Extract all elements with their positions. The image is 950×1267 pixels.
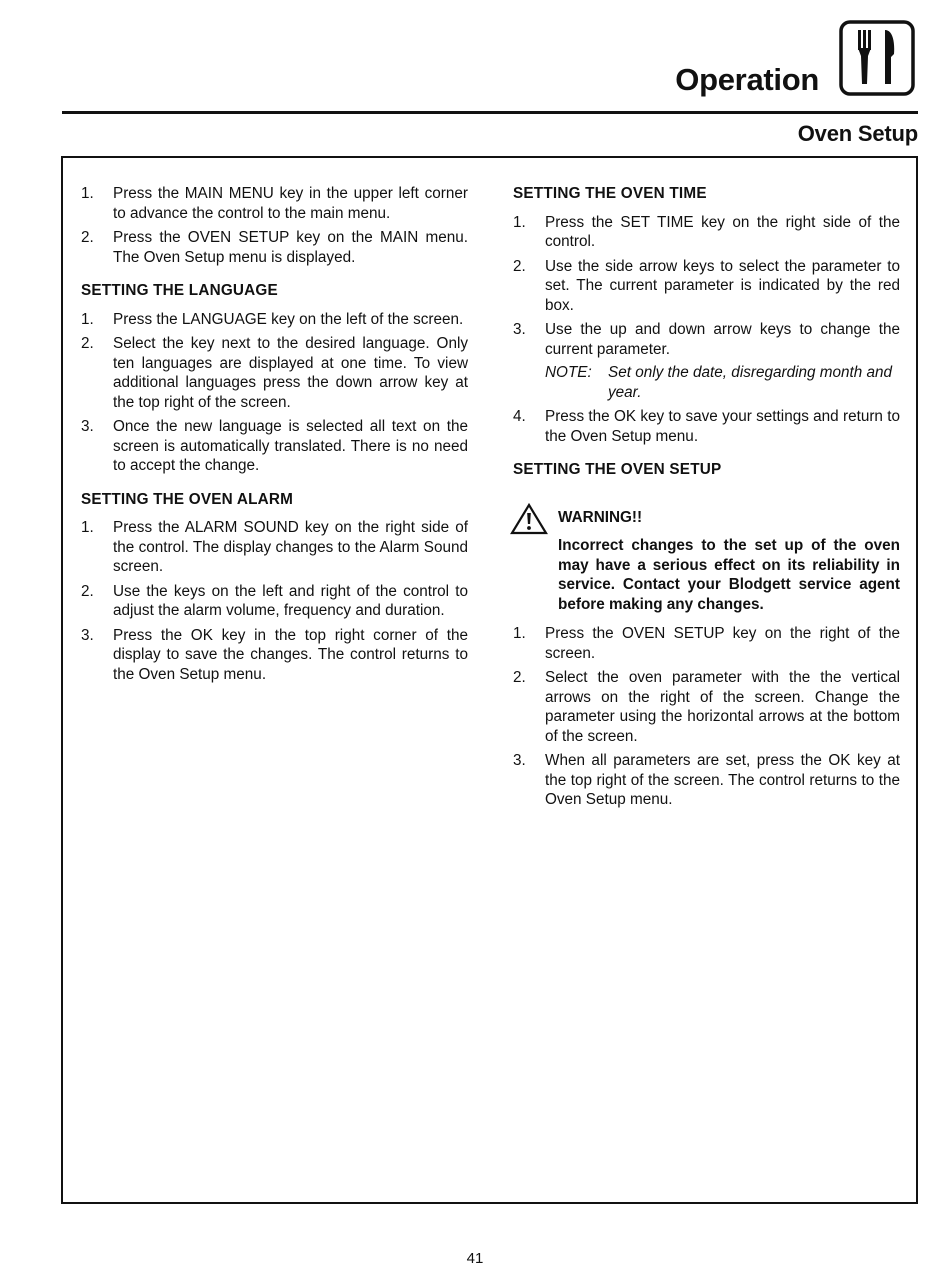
heading-setting-setup: SETTING THE OVEN SETUP	[513, 461, 722, 478]
warning-block	[513, 508, 900, 615]
language-list	[81, 310, 468, 476]
warning-triangle-icon	[510, 503, 548, 535]
heading-setting-time: SETTING THE OVEN TIME	[513, 185, 707, 202]
warning-text: Incorrect changes to the set up of the oven may have a serious effect on its reliability in service. Contact your Blodgett service agent before making any changes.	[558, 537, 900, 613]
list-item: 2. Use the side arrow keys to select the parameter to set. The current parameter is indicated by the red box.	[513, 257, 900, 314]
list-item: 2. Select the oven parameter with the the vertical arrows on the right of the screen. Change the parameter using the horizontal arrows at the bottom of the screen.	[513, 669, 900, 745]
list-item: 3. Press the OK key in the top right corner of the display to save the changes. The control returns to the Oven Setup menu.	[81, 626, 468, 683]
list-item: 3. When all parameters are set, press the OK key at the top right of the screen. The control returns to the Oven Setup menu.	[513, 752, 900, 808]
list-item: 1. Press the ALARM SOUND key on the right side of the control. The display changes to the Alarm Sound screen.	[81, 519, 468, 575]
right-column	[513, 184, 900, 815]
list-item: 2. Press the OVEN SETUP key on the MAIN menu. The Oven Setup menu is displayed.	[81, 229, 468, 266]
list-item: 3. Use the up and down arrow keys to change the current parameter.	[513, 321, 900, 358]
left-column	[81, 184, 468, 689]
alarm-list	[81, 518, 468, 684]
warning-title: WARNING!!	[558, 508, 643, 526]
page-header-title: Operation	[675, 62, 819, 97]
list-item: 3. Once the new language is selected all text on the screen is automatically translated. There is no need to accept the change.	[81, 418, 468, 474]
time-list	[513, 213, 900, 447]
list-item: 2. Use the keys on the left and right of the control to adjust the alarm volume, frequency and duration.	[81, 582, 468, 619]
intro-list	[81, 184, 468, 267]
fork-knife-icon	[839, 20, 915, 96]
section-title: Oven Setup	[797, 121, 918, 146]
heading-setting-alarm: SETTING THE OVEN ALARM	[81, 490, 294, 508]
header-rule	[62, 111, 918, 114]
list-item: 1. Press the MAIN MENU key in the upper left corner to advance the control to the main menu.	[81, 185, 468, 222]
list-item: 4. Press the OK key to save your settings and return to the Oven Setup menu.	[513, 408, 900, 445]
note	[513, 363, 900, 402]
list-item: 1. Press the OVEN SETUP key on the right of the screen.	[513, 625, 900, 662]
note-text: Set only the date, disregarding month and year.	[608, 364, 893, 401]
list-item: 1. Press the SET TIME key on the right side of the control.	[513, 213, 900, 250]
page-number: 41	[466, 1250, 484, 1267]
list-item: 1. Press the LANGUAGE key on the left of the screen.	[81, 310, 464, 328]
heading-setting-language: SETTING THE LANGUAGE	[81, 282, 278, 299]
list-item: 2. Select the key next to the desired language. Only ten languages are displayed at one time. To view additional languages press the down arrow key at the top right of the screen.	[81, 335, 468, 411]
note-label: NOTE:	[545, 364, 592, 381]
setup-list	[513, 624, 900, 810]
